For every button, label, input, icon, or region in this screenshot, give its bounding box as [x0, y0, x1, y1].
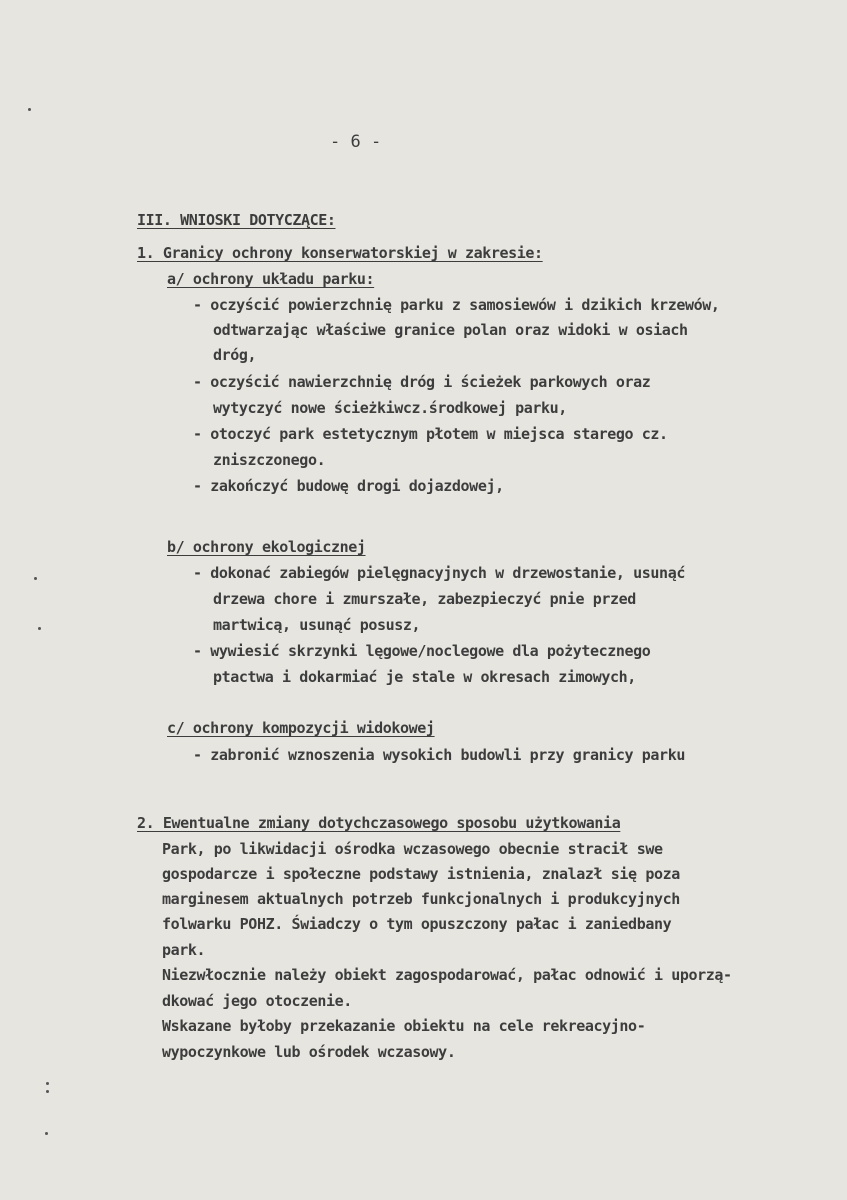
scan-speck: [46, 1090, 49, 1093]
point-2-line: Niezwłocznie należy obiekt zagospodarować, pałac odnowić i uporzą-: [162, 966, 732, 984]
section-heading: III. WNIOSKI DOTYCZĄCE:: [137, 211, 336, 229]
scan-speck: [28, 108, 31, 111]
point-2-line: folwarku POHZ. Świadczy o tym opuszczony pałac i zaniedbany: [162, 915, 672, 933]
point-2-line: Wskazane byłoby przekazanie obiektu na cele rekreacyjno-: [162, 1017, 646, 1035]
point-1b-line: - wywiesić skrzynki lęgowe/noclegowe dla pożytecznego: [193, 642, 651, 660]
point-2-line: gospodarcze i społeczne podstawy istnienia, znalazł się poza: [162, 865, 680, 883]
point-2-line: wypoczynkowe lub ośrodek wczasowy.: [162, 1043, 456, 1061]
point-1a-line: - oczyścić nawierzchnię dróg i ścieżek parkowych oraz: [193, 373, 651, 391]
point-1b-line: drzewa chore i zmurszałe, zabezpieczyć pnie przed: [213, 590, 636, 608]
point-2-line: marginesem aktualnych potrzeb funkcjonalnych i produkcyjnych: [162, 890, 680, 908]
point-1a-line: zniszczonego.: [213, 451, 326, 469]
point-1b-heading: b/ ochrony ekologicznej: [167, 538, 366, 556]
point-1c-heading: c/ ochrony kompozycji widokowej: [167, 719, 435, 737]
point-2-line: dkować jego otoczenie.: [162, 992, 352, 1010]
point-1a-line: - oczyścić powierzchnię parku z samosiewów i dzikich krzewów,: [193, 296, 720, 314]
point-2-title: 2. Ewentualne zmiany dotychczasowego sposobu użytkowania: [137, 814, 621, 832]
scan-speck: [46, 1082, 49, 1085]
point-1a-line: odtwarzając właściwe granice polan oraz widoki w osiach: [213, 321, 688, 339]
scan-speck: [38, 627, 41, 630]
point-1-title: 1. Granicy ochrony konserwatorskiej w zakresie:: [137, 244, 543, 262]
point-1b-line: martwicą, usunąć posusz,: [213, 616, 421, 634]
point-2-line: park.: [162, 941, 206, 959]
point-1a-line: - zakończyć budowę drogi dojazdowej,: [193, 477, 504, 495]
point-1b-line: - dokonać zabiegów pielęgnacyjnych w drzewostanie, usunąć: [193, 564, 685, 582]
scan-speck: [34, 577, 37, 580]
scan-speck: [45, 1132, 48, 1135]
point-1b-line: ptactwa i dokarmiać je stale w okresach zimowych,: [213, 668, 636, 686]
point-1a-line: wytyczyć nowe ścieżkiwcz.środkowej parku,: [213, 399, 567, 417]
point-2-line: Park, po likwidacji ośrodka wczasowego obecnie stracił swe: [162, 840, 663, 858]
point-1a-line: dróg,: [213, 346, 257, 364]
point-1c-line: - zabronić wznoszenia wysokich budowli przy granicy parku: [193, 746, 685, 764]
point-1a-line: - otoczyć park estetycznym płotem w miejsca starego cz.: [193, 425, 668, 443]
point-1a-heading: a/ ochrony układu parku:: [167, 270, 375, 288]
page-number: - 6 -: [330, 132, 382, 152]
